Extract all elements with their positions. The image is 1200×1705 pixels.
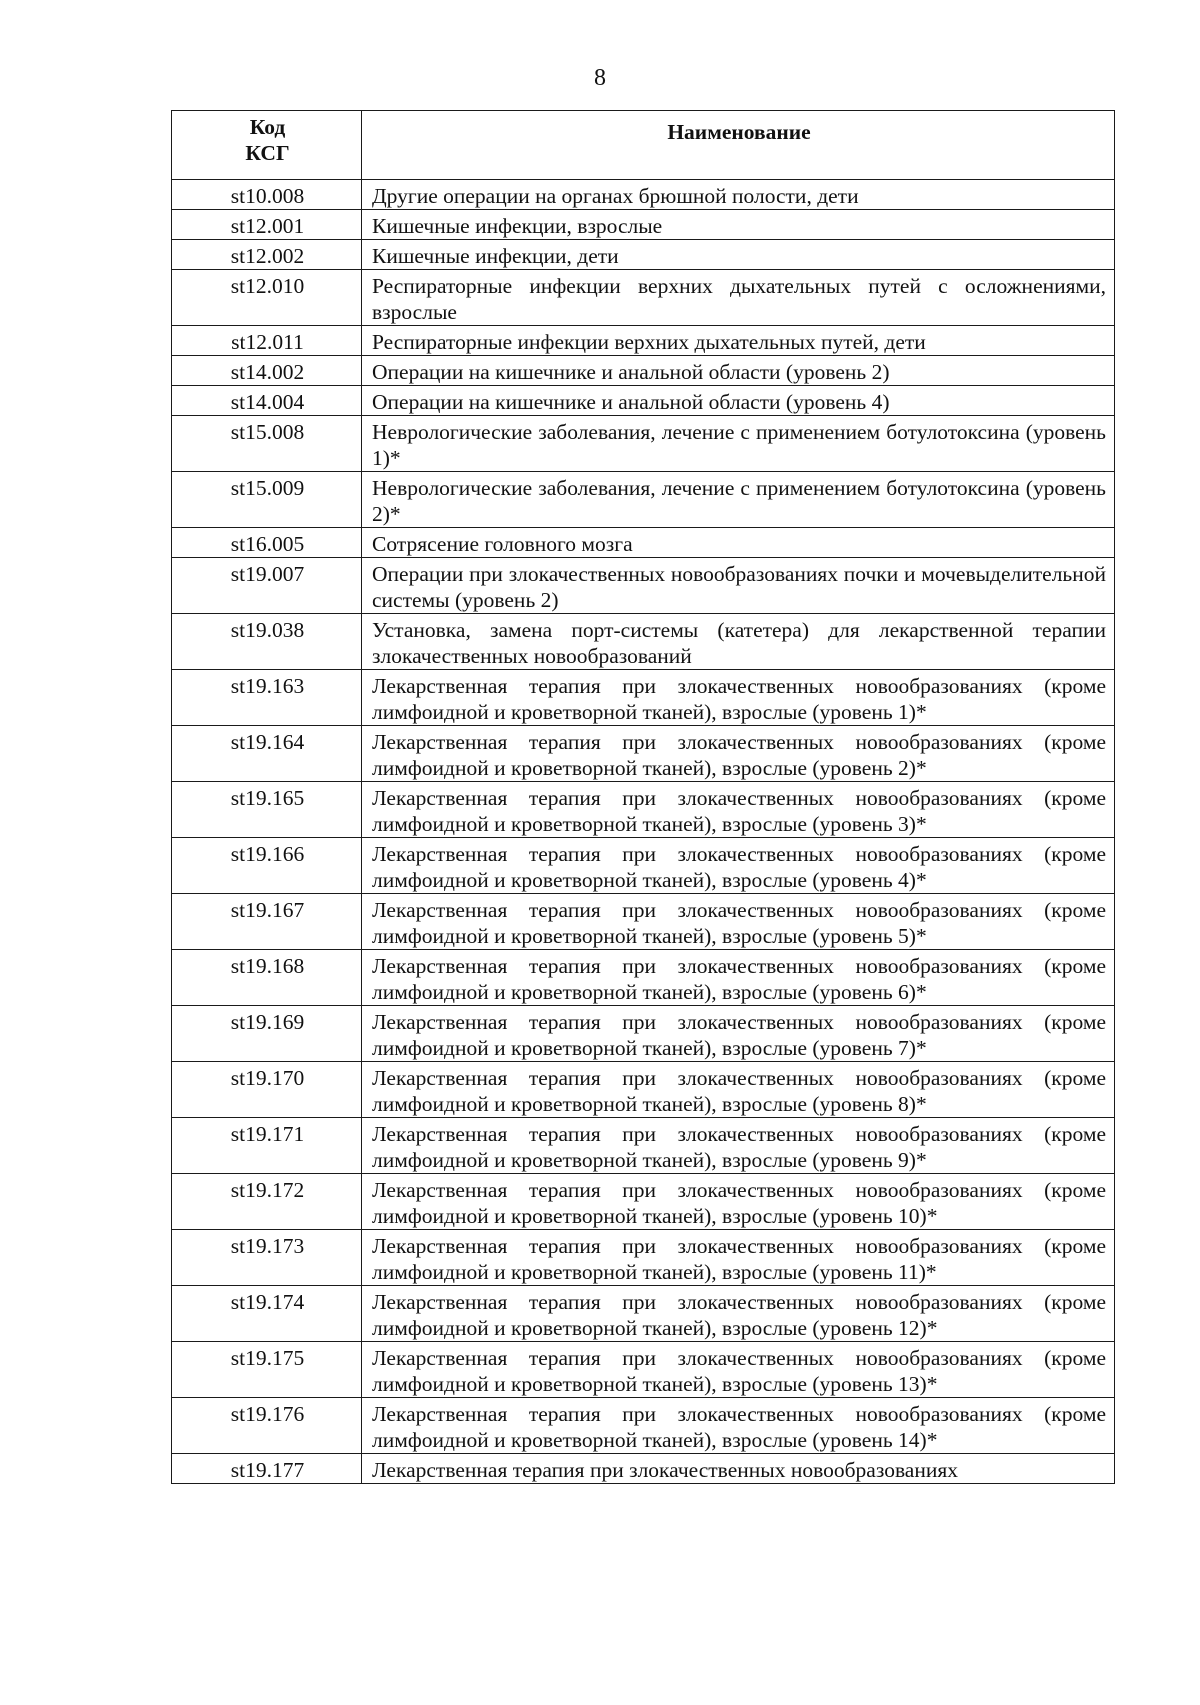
ksg-code-cell: st16.005 [172,528,362,558]
table-body [172,180,1115,1484]
ksg-code-cell: st12.002 [172,240,362,270]
ksg-name-cell: Лекарственная терапия при злокачественных новообразованиях (кроме лимфоидной и кроветворной тканей), взрослые (уровень 11)* [362,1230,1115,1286]
table-row [172,1174,1115,1230]
ksg-name-cell: Лекарственная терапия при злокачественных новообразованиях (кроме лимфоидной и кроветворной тканей), взрослые (уровень 7)* [362,1006,1115,1062]
table-row [172,558,1115,614]
ksg-code-cell: st19.007 [172,558,362,614]
ksg-name-cell: Неврологические заболевания, лечение с применением ботулотоксина (уровень 1)* [362,416,1115,472]
table-row [172,1342,1115,1398]
ksg-code-cell: st19.175 [172,1342,362,1398]
ksg-name-cell: Лекарственная терапия при злокачественных новообразованиях (кроме лимфоидной и кроветворной тканей), взрослые (уровень 10)* [362,1174,1115,1230]
ksg-table [171,110,1115,1484]
code-header-line2: КСГ [245,141,290,165]
ksg-name-cell: Респираторные инфекции верхних дыхательных путей с осложнениями, взрослые [362,270,1115,326]
table-row [172,614,1115,670]
table-row [172,356,1115,386]
ksg-name-cell: Респираторные инфекции верхних дыхательных путей, дети [362,326,1115,356]
code-header-line1: Код [249,115,286,139]
table-row [172,270,1115,326]
ksg-name-cell: Лекарственная терапия при злокачественных новообразованиях (кроме лимфоидной и кроветворной тканей), взрослые (уровень 14)* [362,1398,1115,1454]
ksg-name-cell: Установка, замена порт-системы (катетера) для лекарственной терапии злокачественных новообразований [362,614,1115,670]
ksg-code-cell: st19.177 [172,1454,362,1484]
ksg-name-cell: Лекарственная терапия при злокачественных новообразованиях (кроме лимфоидной и кроветворной тканей), взрослые (уровень 13)* [362,1342,1115,1398]
table-row [172,1230,1115,1286]
ksg-code-cell: st19.176 [172,1398,362,1454]
ksg-code-cell: st19.163 [172,670,362,726]
ksg-name-cell: Лекарственная терапия при злокачественных новообразованиях (кроме лимфоидной и кроветворной тканей), взрослые (уровень 4)* [362,838,1115,894]
table-row [172,240,1115,270]
ksg-code-cell: st19.164 [172,726,362,782]
ksg-code-cell: st12.011 [172,326,362,356]
table-row [172,1062,1115,1118]
ksg-name-cell: Лекарственная терапия при злокачественных новообразованиях (кроме лимфоидной и кроветворной тканей), взрослые (уровень 8)* [362,1062,1115,1118]
ksg-name-cell: Кишечные инфекции, дети [362,240,1115,270]
ksg-name-cell: Неврологические заболевания, лечение с применением ботулотоксина (уровень 2)* [362,472,1115,528]
table-row [172,416,1115,472]
page-number: 8 [594,65,606,91]
ksg-name-cell: Операции при злокачественных новообразованиях почки и мочевыделительной системы (уровень 2) [362,558,1115,614]
name-column-header: Наименование [362,111,1115,180]
ksg-name-cell: Лекарственная терапия при злокачественных новообразованиях (кроме лимфоидной и кроветворной тканей), взрослые (уровень 5)* [362,894,1115,950]
ksg-name-cell: Операции на кишечнике и анальной области (уровень 4) [362,386,1115,416]
table-row [172,1286,1115,1342]
table-row [172,472,1115,528]
ksg-code-cell: st19.165 [172,782,362,838]
table-row [172,670,1115,726]
table-row [172,950,1115,1006]
ksg-code-cell: st14.004 [172,386,362,416]
ksg-code-cell: st10.008 [172,180,362,210]
table-row [172,1006,1115,1062]
ksg-code-cell: st14.002 [172,356,362,386]
ksg-name-cell: Лекарственная терапия при злокачественных новообразованиях (кроме лимфоидной и кроветворной тканей), взрослые (уровень 6)* [362,950,1115,1006]
ksg-name-cell: Операции на кишечнике и анальной области (уровень 2) [362,356,1115,386]
ksg-code-cell: st19.174 [172,1286,362,1342]
ksg-code-cell: st19.167 [172,894,362,950]
ksg-code-cell: st12.001 [172,210,362,240]
ksg-name-cell: Кишечные инфекции, взрослые [362,210,1115,240]
table-row [172,528,1115,558]
ksg-code-cell: st19.169 [172,1006,362,1062]
table-row [172,210,1115,240]
ksg-name-cell: Лекарственная терапия при злокачественных новообразованиях (кроме лимфоидной и кроветворной тканей), взрослые (уровень 3)* [362,782,1115,838]
table-row [172,180,1115,210]
ksg-code-cell: st19.168 [172,950,362,1006]
ksg-code-cell: st19.170 [172,1062,362,1118]
ksg-name-cell: Лекарственная терапия при злокачественных новообразованиях [362,1454,1115,1484]
ksg-code-cell: st12.010 [172,270,362,326]
ksg-name-cell: Лекарственная терапия при злокачественных новообразованиях (кроме лимфоидной и кроветворной тканей), взрослые (уровень 9)* [362,1118,1115,1174]
table-row [172,326,1115,356]
table-row [172,894,1115,950]
table-row [172,1398,1115,1454]
ksg-code-cell: st19.173 [172,1230,362,1286]
ksg-code-cell: st15.008 [172,416,362,472]
ksg-code-cell: st19.172 [172,1174,362,1230]
ksg-code-cell: st19.038 [172,614,362,670]
table-row [172,838,1115,894]
table-header-row [172,111,1115,180]
table-row [172,1118,1115,1174]
table-row [172,726,1115,782]
ksg-code-cell: st15.009 [172,472,362,528]
code-column-header [172,111,362,180]
ksg-name-cell: Лекарственная терапия при злокачественных новообразованиях (кроме лимфоидной и кроветворной тканей), взрослые (уровень 1)* [362,670,1115,726]
table-row [172,386,1115,416]
table-row [172,1454,1115,1484]
table-row [172,782,1115,838]
ksg-code-cell: st19.166 [172,838,362,894]
ksg-name-cell: Другие операции на органах брюшной полости, дети [362,180,1115,210]
ksg-name-cell: Лекарственная терапия при злокачественных новообразованиях (кроме лимфоидной и кроветворной тканей), взрослые (уровень 12)* [362,1286,1115,1342]
ksg-code-cell: st19.171 [172,1118,362,1174]
ksg-name-cell: Сотрясение головного мозга [362,528,1115,558]
ksg-name-cell: Лекарственная терапия при злокачественных новообразованиях (кроме лимфоидной и кроветворной тканей), взрослые (уровень 2)* [362,726,1115,782]
